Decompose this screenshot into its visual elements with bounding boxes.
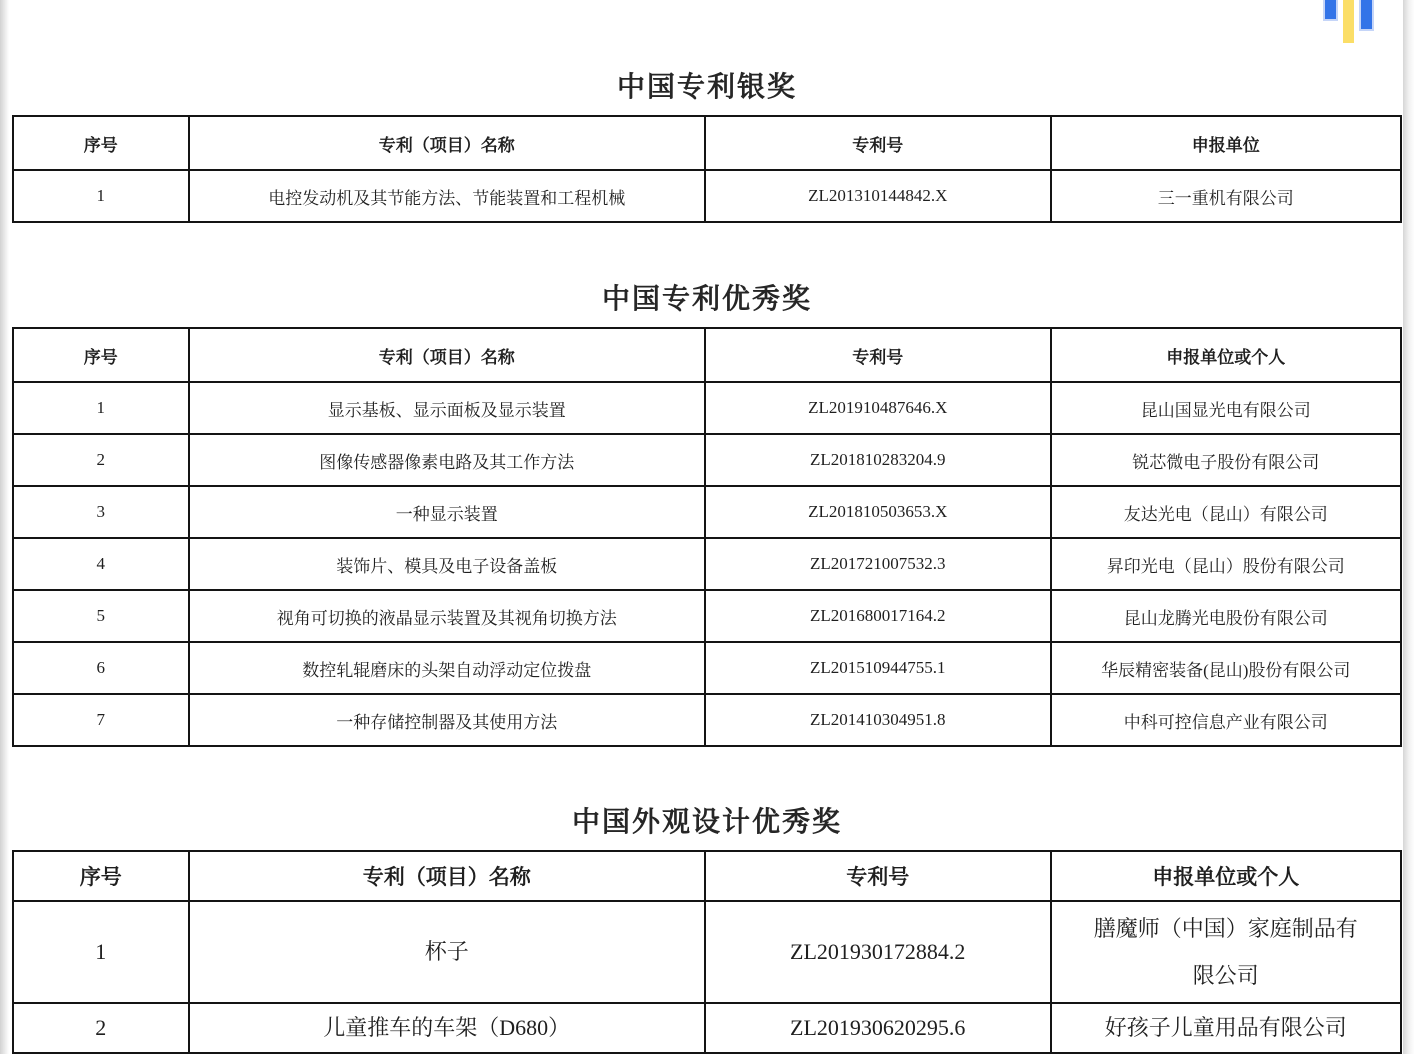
table-row bbox=[13, 486, 1401, 538]
cell-patent-name: 图像传感器像素电路及其工作方法 bbox=[189, 434, 705, 486]
header-row bbox=[13, 851, 1401, 901]
cell-patent-number: ZL201810503653.X bbox=[705, 486, 1051, 538]
table-row bbox=[13, 170, 1401, 222]
header-row bbox=[13, 116, 1401, 170]
column-header: 申报单位或个人 bbox=[1051, 851, 1401, 901]
column-header: 申报单位 bbox=[1051, 116, 1401, 170]
column-header: 专利（项目）名称 bbox=[189, 328, 705, 382]
cell-patent-name: 一种显示装置 bbox=[189, 486, 705, 538]
table-row bbox=[13, 694, 1401, 746]
cell-patent-name: 数控轧辊磨床的头架自动浮动定位拨盘 bbox=[189, 642, 705, 694]
cell-patent-number: ZL201910487646.X bbox=[705, 382, 1051, 434]
cell-applicant: 中科可控信息产业有限公司 bbox=[1051, 694, 1401, 746]
cell-patent-number: ZL201680017164.2 bbox=[705, 590, 1051, 642]
cell-patent-name: 装饰片、模具及电子设备盖板 bbox=[189, 538, 705, 590]
cell-index: 1 bbox=[13, 901, 189, 1003]
excellence-award-table bbox=[12, 327, 1402, 747]
silver-award-table bbox=[12, 115, 1402, 223]
header-row bbox=[13, 328, 1401, 382]
column-header: 专利号 bbox=[705, 116, 1051, 170]
cell-patent-number: ZL201310144842.X bbox=[705, 170, 1051, 222]
table-row bbox=[13, 538, 1401, 590]
cell-patent-name: 一种存储控制器及其使用方法 bbox=[189, 694, 705, 746]
cell-patent-number: ZL201721007532.3 bbox=[705, 538, 1051, 590]
cell-index: 6 bbox=[13, 642, 189, 694]
cell-index: 5 bbox=[13, 590, 189, 642]
table-row bbox=[13, 901, 1401, 1003]
cell-patent-name: 电控发动机及其节能方法、节能装置和工程机械 bbox=[189, 170, 705, 222]
cell-patent-number: ZL201930172884.2 bbox=[705, 901, 1051, 1003]
column-header: 序号 bbox=[13, 851, 189, 901]
column-header: 专利（项目）名称 bbox=[189, 116, 705, 170]
column-header: 序号 bbox=[13, 116, 189, 170]
cell-patent-number: ZL201930620295.6 bbox=[705, 1003, 1051, 1053]
section-title-silver-award: 中国专利银奖 bbox=[616, 70, 797, 103]
cell-patent-name: 杯子 bbox=[189, 901, 705, 1003]
cell-patent-number: ZL201410304951.8 bbox=[705, 694, 1051, 746]
cell-index: 4 bbox=[13, 538, 189, 590]
cell-applicant: 昆山龙腾光电股份有限公司 bbox=[1051, 590, 1401, 642]
cell-applicant: 昆山国显光电有限公司 bbox=[1051, 382, 1401, 434]
cell-applicant: 锐芯微电子股份有限公司 bbox=[1051, 434, 1401, 486]
cell-patent-name: 视角可切换的液晶显示装置及其视角切换方法 bbox=[189, 590, 705, 642]
cell-applicant: 华辰精密装备(昆山)股份有限公司 bbox=[1051, 642, 1401, 694]
cell-index: 1 bbox=[13, 170, 189, 222]
cell-index: 2 bbox=[13, 434, 189, 486]
section-title-excellence-award: 中国专利优秀奖 bbox=[601, 282, 812, 315]
cell-applicant: 昇印光电（昆山）股份有限公司 bbox=[1051, 538, 1401, 590]
cell-index: 3 bbox=[13, 486, 189, 538]
cell-patent-number: ZL201510944755.1 bbox=[705, 642, 1051, 694]
cell-applicant: 友达光电（昆山）有限公司 bbox=[1051, 486, 1401, 538]
table-row bbox=[13, 1003, 1401, 1053]
cell-patent-number: ZL201810283204.9 bbox=[705, 434, 1051, 486]
column-header: 专利（项目）名称 bbox=[189, 851, 705, 901]
column-header: 专利号 bbox=[705, 851, 1051, 901]
cell-index: 7 bbox=[13, 694, 189, 746]
cell-index: 2 bbox=[13, 1003, 189, 1053]
cell-applicant: 三一重机有限公司 bbox=[1051, 170, 1401, 222]
cell-applicant: 膳魔师（中国）家庭制品有限公司 bbox=[1051, 901, 1401, 1003]
cell-index: 1 bbox=[13, 382, 189, 434]
column-header: 专利号 bbox=[705, 328, 1051, 382]
cell-patent-name: 儿童推车的车架（D680） bbox=[189, 1003, 705, 1053]
cell-patent-name: 显示基板、显示面板及显示装置 bbox=[189, 382, 705, 434]
column-header: 申报单位或个人 bbox=[1051, 328, 1401, 382]
section-title-design-award: 中国外观设计优秀奖 bbox=[571, 805, 842, 838]
table-row bbox=[13, 642, 1401, 694]
table-row bbox=[13, 382, 1401, 434]
cell-applicant: 好孩子儿童用品有限公司 bbox=[1051, 1003, 1401, 1053]
design-award-table bbox=[12, 850, 1402, 1054]
column-header: 序号 bbox=[13, 328, 189, 382]
table-row bbox=[13, 590, 1401, 642]
table-row bbox=[13, 434, 1401, 486]
